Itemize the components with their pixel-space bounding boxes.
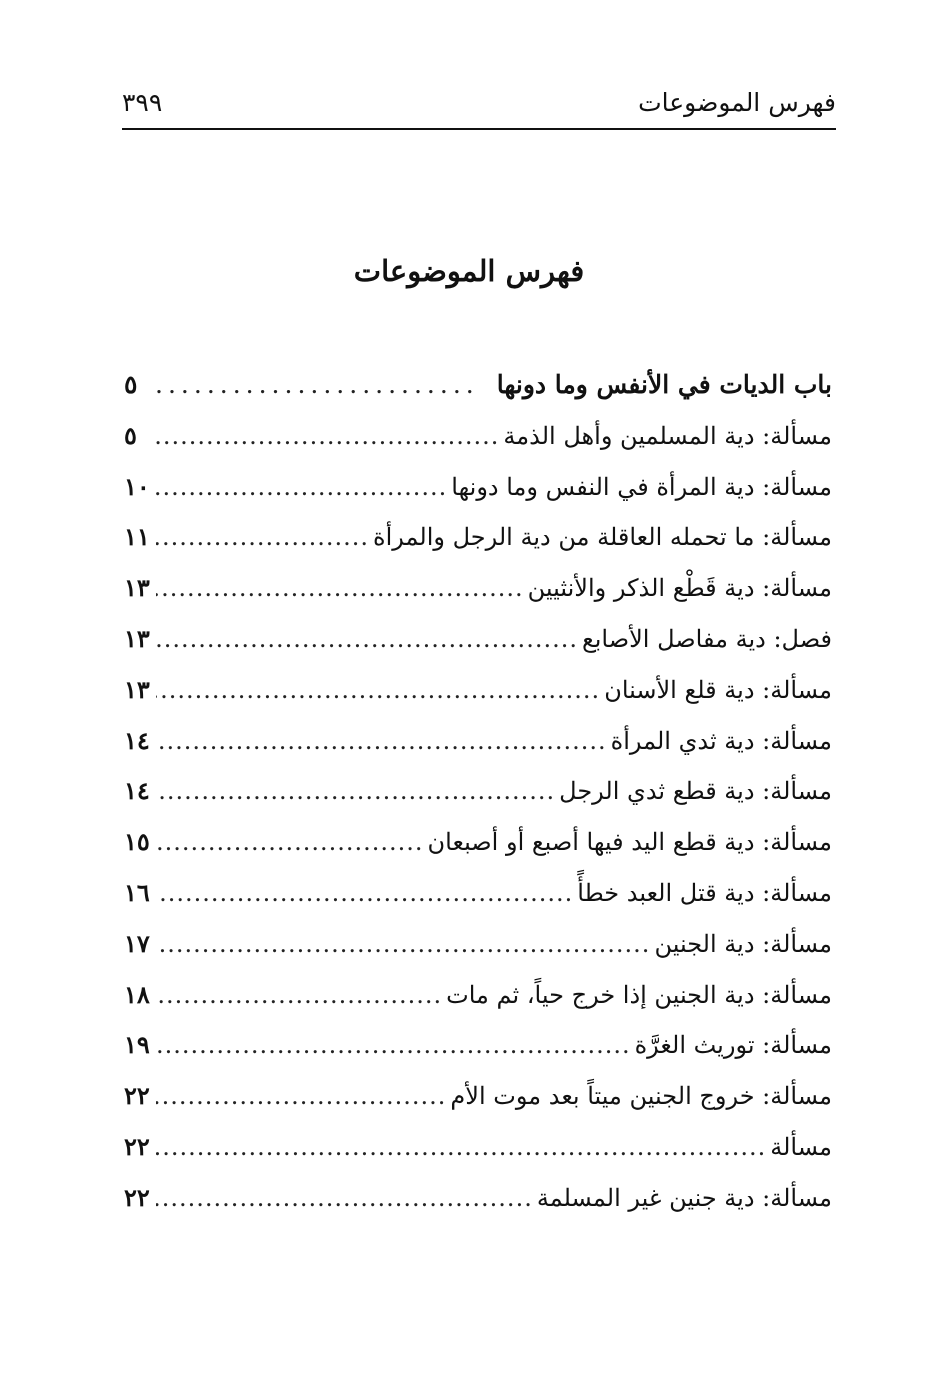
toc-entry[interactable]: [124, 467, 832, 518]
toc-entry-label: فصل: دية مفاصل الأصابع: [581, 624, 832, 653]
page-title: فهرس الموضوعات: [353, 254, 585, 289]
toc-entry-page-number: ١٣: [124, 573, 150, 603]
toc-entry-label: مسألة: دية الجنين إذا خرج حياً، ثم مات: [446, 980, 832, 1009]
toc-entry-page-number: ١٣: [124, 623, 150, 653]
toc-entry[interactable]: [124, 924, 832, 975]
toc-entry-page-number: ٢٢: [124, 1081, 150, 1111]
toc-entry[interactable]: [124, 568, 832, 619]
dot-leader: [156, 975, 442, 1015]
toc-entry-label: مسألة: دية قطع ثدي الرجل: [559, 777, 832, 806]
toc-entry[interactable]: [124, 1076, 832, 1127]
toc-entry[interactable]: [124, 619, 832, 670]
toc-entry-label: مسألة: دية المرأة في النفس وما دونها: [451, 472, 832, 501]
page-number: ٣٩٩: [122, 88, 163, 117]
toc-entry-label: مسألة: دية جنين غير المسلمة: [536, 1183, 832, 1212]
toc-entry-page-number: ١٠: [124, 471, 150, 501]
dot-leader: [156, 1025, 631, 1065]
dot-leader: [156, 517, 369, 557]
toc-entry[interactable]: [124, 771, 832, 822]
toc-entry-page-number: ٥: [124, 420, 137, 450]
toc-entry-label: مسألة: دية ثدي المرأة: [610, 726, 832, 755]
toc-entry-label: مسألة: خروج الجنين ميتاً بعد موت الأم: [450, 1082, 832, 1111]
dot-leader: [156, 416, 499, 456]
toc-entry-page-number: ١٦: [124, 877, 150, 907]
toc-entry-page-number: ١١: [124, 522, 150, 552]
toc-entry-page-number: ١٩: [124, 1030, 150, 1060]
running-title: فهرس الموضوعات: [638, 88, 836, 117]
dot-leader: [156, 1127, 766, 1167]
toc-entry[interactable]: [124, 517, 832, 568]
dot-leader: [156, 771, 555, 811]
toc-entry[interactable]: [124, 721, 832, 772]
table-of-contents: [124, 365, 832, 1229]
dot-leader: [156, 924, 650, 964]
toc-entry[interactable]: [124, 1025, 832, 1076]
dot-leader: [156, 721, 607, 761]
toc-entry-label: مسألة: دية قتل العبد خطأً: [577, 878, 832, 907]
dot-leader: [156, 467, 447, 507]
toc-entry-page-number: ٢٢: [124, 1182, 150, 1212]
toc-entry-label: مسألة: دية المسلمين وأهل الذمة: [503, 421, 832, 450]
toc-entry-page-number: ٢٢: [124, 1131, 150, 1161]
toc-entry[interactable]: [124, 822, 832, 873]
toc-entry[interactable]: [124, 670, 832, 721]
toc-entry-page-number: ١٤: [124, 725, 150, 755]
toc-entry-label: باب الديات في الأنفس وما دونها: [496, 370, 832, 399]
toc-entry-page-number: ١٨: [124, 979, 150, 1009]
dot-leader: [156, 670, 600, 710]
toc-entry-label: مسألة: توريث الغرَّة: [634, 1031, 832, 1060]
dot-leader: [156, 619, 578, 659]
toc-entry-page-number: ١٤: [124, 776, 150, 806]
dot-leader: [156, 365, 479, 405]
toc-chapter-entry[interactable]: [124, 365, 832, 416]
dot-leader: [156, 873, 573, 913]
dot-leader: [156, 822, 424, 862]
toc-entry-label: مسألة: دية قلع الأسنان: [604, 675, 832, 704]
toc-entry[interactable]: [124, 1178, 832, 1229]
toc-entry[interactable]: [124, 1127, 832, 1178]
toc-entry-page-number: ١٥: [124, 827, 150, 857]
toc-entry-label: مسألة: دية قَطْع الذكر والأنثيين: [527, 574, 832, 603]
toc-entry[interactable]: [124, 416, 832, 467]
toc-entry-label: مسألة: ما تحمله العاقلة من دية الرجل والمرأة: [373, 523, 832, 552]
dot-leader: [156, 1178, 533, 1218]
dot-leader: [156, 1076, 446, 1116]
toc-entry-page-number: ٥: [124, 370, 138, 399]
running-header: [122, 84, 836, 130]
toc-entry-label: مسألة: [770, 1132, 832, 1161]
toc-entry[interactable]: [124, 975, 832, 1026]
toc-entry-label: مسألة: دية قطع اليد فيها أصبع أو أصبعان: [427, 828, 832, 857]
toc-entry-label: مسألة: دية الجنين: [654, 929, 832, 958]
toc-entry[interactable]: [124, 873, 832, 924]
dot-leader: [156, 568, 524, 608]
toc-entry-page-number: ١٧: [124, 928, 150, 958]
toc-entry-page-number: ١٣: [124, 674, 150, 704]
